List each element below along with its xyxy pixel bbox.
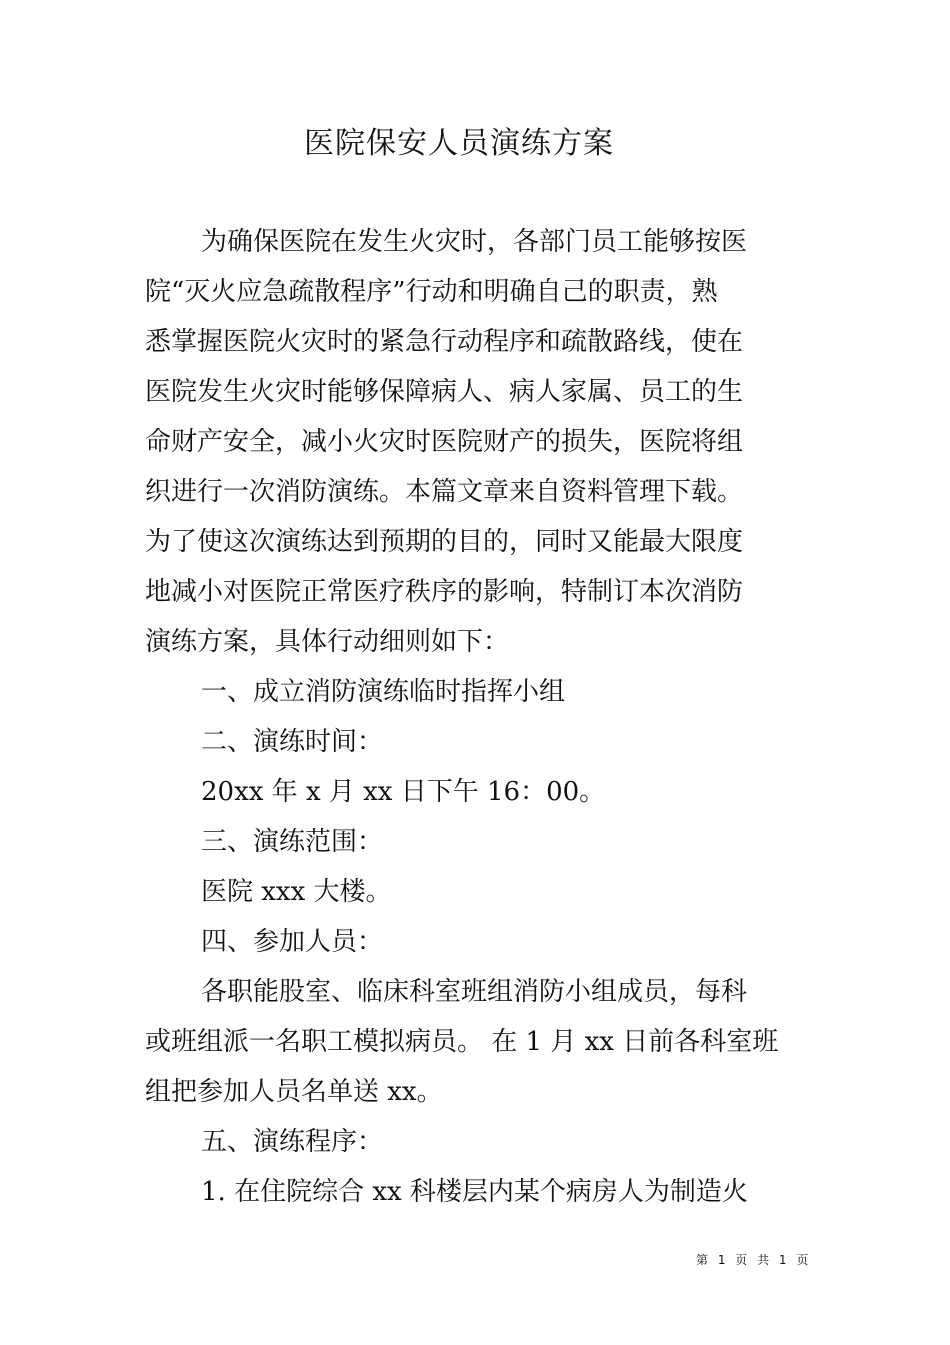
participants-line: 各职能股室、临床科室班组消防小组成员，每科 [201, 977, 748, 1007]
section-heading-5: 五、演练程序： [201, 1127, 384, 1157]
intro-line: 演练方案，具体行动细则如下： [145, 627, 510, 657]
intro-line: 医院发生火灾时能够保障病人、病人家属、员工的生 [145, 377, 744, 407]
intro-line: 为确保医院在发生火灾时，各部门员工能够按医 [201, 227, 748, 257]
drill-time: 20xx 年 x 月 xx 日下午 16：00。 [201, 777, 606, 807]
page-number: 第 1 页 共 1 页 [696, 1253, 812, 1267]
intro-line: 地减小对医院正常医疗秩序的影响，特制订本次消防 [145, 577, 744, 607]
intro-paragraph [145, 217, 805, 667]
procedure-step-1: 1. 在住院综合 xx 科楼层内某个病房人为制造火 [201, 1177, 748, 1207]
participants-line: 组把参加人员名单送 xx。 [145, 1077, 443, 1107]
section-heading-1: 一、成立消防演练临时指挥小组 [201, 677, 566, 707]
intro-line: 院“灭火应急疏散程序”行动和明确自己的职责，熟 [145, 277, 718, 307]
section-heading-3: 三、演练范围： [201, 827, 384, 857]
intro-line: 为了使这次演练达到预期的目的，同时又能最大限度 [145, 527, 744, 557]
document-title: 医院保安人员演练方案 [304, 126, 614, 161]
intro-line: 命财产安全，减小火灾时医院财产的损失，医院将组 [145, 427, 744, 457]
drill-scope: 医院 xxx 大楼。 [201, 877, 392, 907]
intro-line: 织进行一次消防演练。本篇文章来自资料管理下载。 [145, 477, 744, 507]
participants-line: 或班组派一名职工模拟病员。 在 1 月 xx 日前各科室班 [145, 1027, 779, 1057]
section-heading-2: 二、演练时间： [201, 727, 384, 757]
intro-line: 悉掌握医院火灾时的紧急行动程序和疏散路线，使在 [145, 327, 744, 357]
sections-block [145, 667, 805, 1217]
section-heading-4: 四、参加人员： [201, 927, 384, 957]
